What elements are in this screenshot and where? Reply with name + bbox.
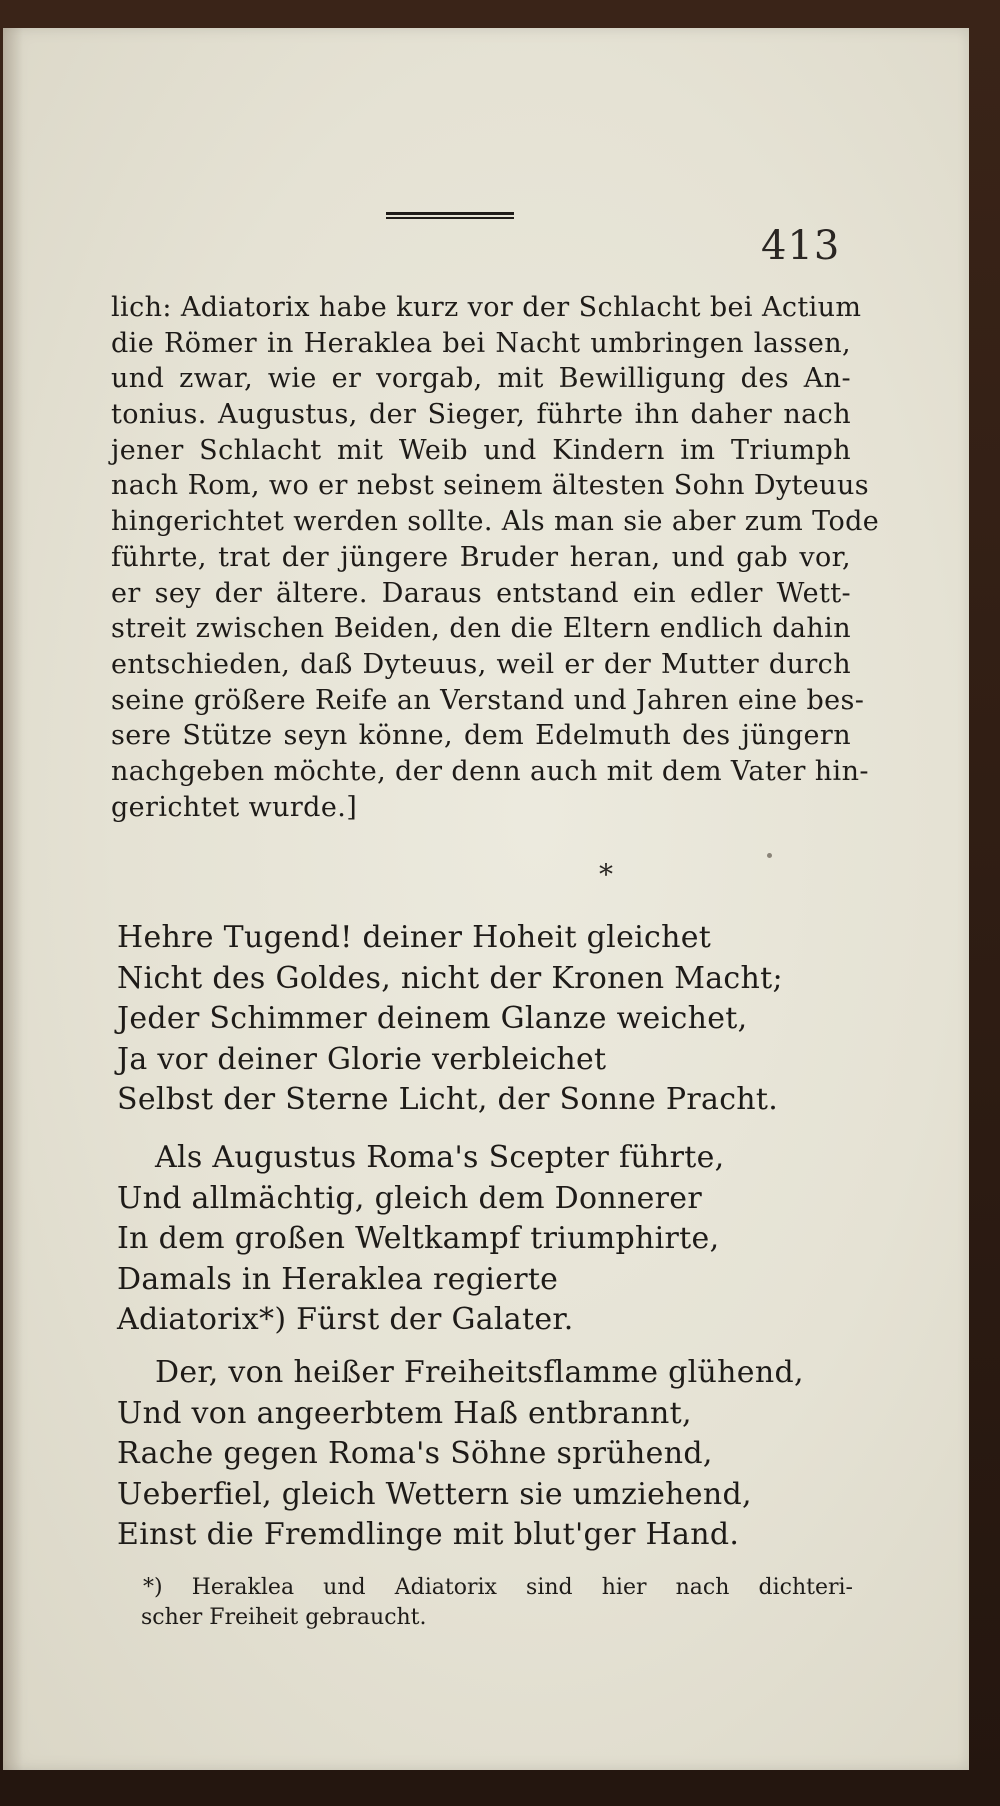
verse-line: Hehre Tugend! deiner Hoheit gleichet xyxy=(117,920,712,955)
prose-line: seine größere Reife an Verstand und Jahren eine bes- xyxy=(111,684,865,716)
paper-page xyxy=(3,28,969,1770)
poem-stanza-3 xyxy=(117,1353,837,1556)
prose-line: hingerichtet werden sollte. Als man sie aber zum Tode xyxy=(111,506,880,538)
verse-line: Als Augustus Roma's Scepter führte, xyxy=(155,1140,725,1175)
prose-continuation xyxy=(111,290,880,825)
header-rule-thin xyxy=(386,217,514,219)
prose-line: streit zwischen Beiden, den die Eltern endlich dahin xyxy=(111,613,851,645)
verse-line: Adiatorix*) Fürst der Galater. xyxy=(117,1302,574,1337)
prose-line: die Römer in Heraklea bei Nacht umbringen lassen, xyxy=(111,327,851,359)
header-rule-thick xyxy=(386,212,514,215)
verse-line: Ja vor deiner Glorie verbleichet xyxy=(117,1041,607,1077)
verse-line: Damals in Heraklea regierte xyxy=(117,1261,559,1297)
verse-line: In dem großen Weltkampf triumphirte, xyxy=(117,1221,720,1256)
footnote-line: *) Heraklea und Adiatorix sind hier nach dichteri- xyxy=(143,1575,853,1600)
prose-line: sere Stütze seyn könne, dem Edelmuth des jüngern xyxy=(111,720,851,752)
prose-line: und zwar, wie er vorgab, mit Bewilligung des An- xyxy=(111,363,851,395)
prose-line: nach Rom, wo er nebst seinem ältesten Sohn Dyteuus xyxy=(111,470,870,502)
page-number: 413 xyxy=(761,223,841,269)
verse-line: Einst die Fremdlinge mit blut'ger Hand. xyxy=(117,1517,740,1552)
paper-speck xyxy=(767,853,772,858)
header-rule xyxy=(386,212,514,220)
verse-line: Jeder Schimmer deinem Glanze weichet, xyxy=(117,1001,748,1036)
prose-line: lich: Adiatorix habe kurz vor der Schlacht bei Actium xyxy=(111,292,862,323)
verse-line: Nicht des Goldes, nicht der Kronen Macht; xyxy=(117,960,783,996)
prose-line: entschieden, daß Dyteuus, weil er der Mutter durch xyxy=(111,648,851,680)
section-separator-asterisk: * xyxy=(599,858,613,891)
prose-line: er sey der ältere. Daraus entstand ein edler Wett- xyxy=(111,577,851,609)
prose-line: nachgeben möchte, der denn auch mit dem Vater hin- xyxy=(111,755,869,787)
verse-line: Und von angeerbtem Haß entbrannt, xyxy=(117,1395,692,1431)
footnote xyxy=(143,1573,853,1633)
prose-line: gerichtet wurde.] xyxy=(111,791,358,823)
verse-line: Und allmächtig, gleich dem Donnerer xyxy=(117,1180,702,1216)
poem-stanza-2 xyxy=(117,1138,837,1341)
prose-line: führte, trat der jüngere Bruder heran, und gab vor, xyxy=(111,541,851,573)
footnote-line: scher Freiheit gebraucht. xyxy=(141,1605,427,1630)
poem-stanza-1 xyxy=(117,918,837,1121)
verse-line: Rache gegen Roma's Söhne sprühend, xyxy=(117,1436,713,1471)
verse-line: Der, von heißer Freiheitsflamme glühend, xyxy=(155,1355,804,1390)
verse-line: Selbst der Sterne Licht, der Sonne Pracht. xyxy=(117,1082,779,1117)
verse-line: Ueberfiel, gleich Wettern sie umziehend, xyxy=(117,1476,752,1512)
page-gutter-shadow xyxy=(3,28,23,1770)
prose-line: jener Schlacht mit Weib und Kindern im Triumph xyxy=(111,434,851,466)
prose-line: tonius. Augustus, der Sieger, führte ihn daher nach xyxy=(111,399,851,431)
